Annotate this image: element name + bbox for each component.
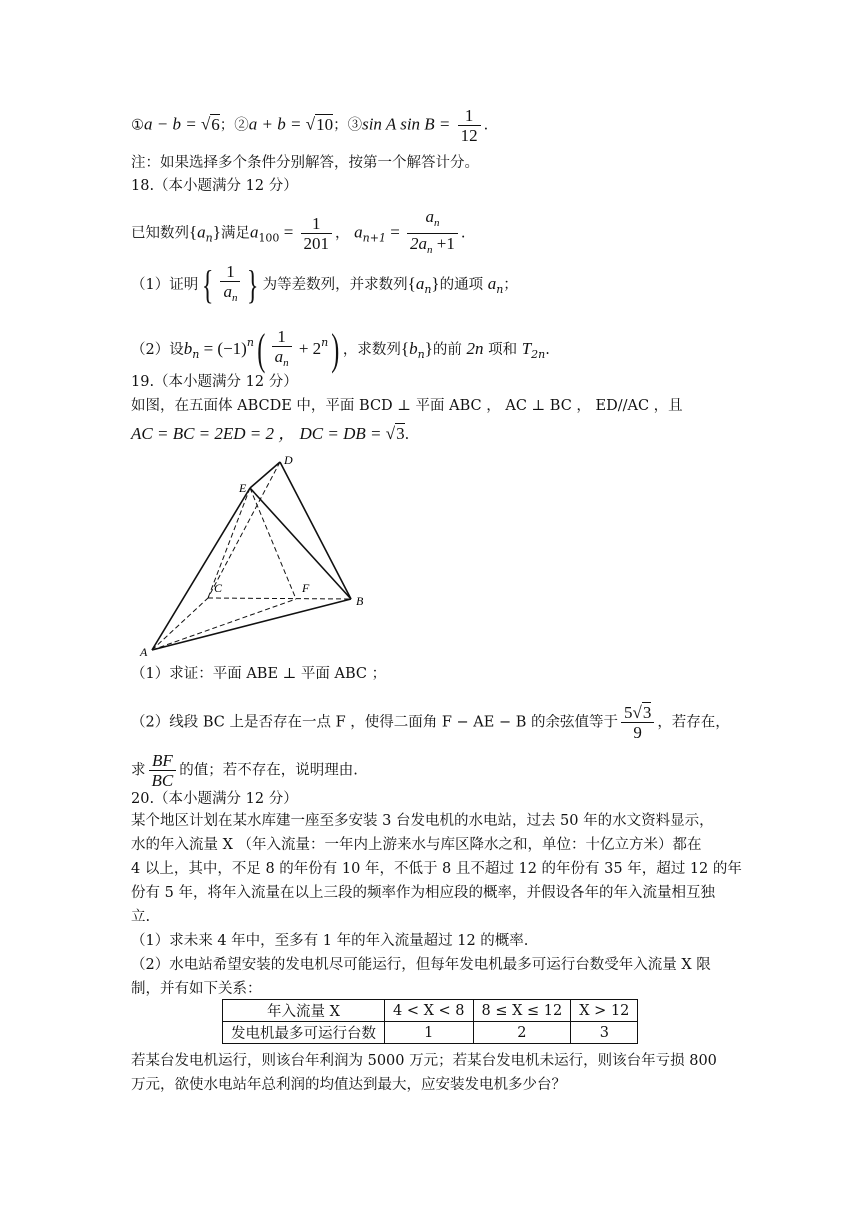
note: 注：如果选择多个条件分别解答，按第一个解答计分。 (131, 155, 479, 171)
label-B: B (356, 594, 364, 608)
q19-cosine-fraction: $\frac{5√3}{9}$ (621, 703, 654, 742)
label-D: D (284, 453, 293, 467)
label-F: F (302, 581, 310, 595)
condition-3-expr: sin A sin B = (362, 114, 455, 134)
q20-after-line: 万元，欲使水电站年总利润的均值达到最大，应安装发电机多少台？ (131, 1077, 566, 1093)
q20-stem-line: 水的年入流量 X （年入流量：一年内上游来水与库区降水之和，单位：十亿立方米）都在 (131, 837, 702, 853)
table-header-cell: 年入流量 X (223, 1000, 385, 1022)
edge-AF (152, 599, 296, 650)
q18-part1-fraction: $\frac{1}{a_n}$ (220, 262, 240, 308)
q18-part2: （2）设$b_n = (-1)^n$( $\frac{1}{a_n}$ + $2^n$) ，求数列$\{b_n\}$的前 2n 项和 $T_{2n}$. (131, 325, 550, 374)
q20-stem-line: 某个地区计划在某水库建一座至多安装 3 台发电机的水电站，过去 50 年的水文资料显示， (131, 813, 714, 829)
q20-part2-line1: （2）水电站希望安装的发电机尽可能运行，但每年发电机最多可运行台数受年入流量 X 限 (131, 957, 711, 973)
pentahedron-figure (132, 452, 372, 662)
q19-part2: （2）线段 BC 上是否存在一点 F ，使得二面角 F − AE − B 的余弦值等于 $\frac{5√3}{9}$ ，若存在， (131, 703, 730, 742)
q18-a100-fraction: $\frac{1}{201}$ (301, 214, 333, 253)
conditions-line: ①a − b = √6；②a + b = √10；③sin A sin B = $\frac{1}{12}$ . (131, 106, 489, 145)
q19-ratio-fraction: $\frac{BF}{BC}$ (149, 751, 177, 790)
q19-part2-line2: 求 $\frac{BF}{BC}$ 的值；若不存在，说明理由. (131, 751, 358, 790)
table-header-cell: X > 12 (571, 1000, 638, 1022)
q20-stem-line: 4 以上，其中，不足 8 的年份有 10 年，不低于 8 且不超过 12 的年份有 35 年，超过 12 的年 (131, 861, 742, 877)
label-E: E (239, 481, 247, 495)
q20-part2-line2: 制，并有如下关系： (131, 981, 262, 997)
condition-1-label: ① (131, 117, 144, 134)
edge-DB (280, 462, 351, 599)
table-row (223, 1022, 638, 1044)
table-cell: 2 (473, 1022, 571, 1044)
q18-part1: （1）证明{ $\frac{1}{a_n}$ } 为等差数列，并求数列$\{a_n\}$的通项 $a_n$； (131, 262, 518, 307)
condition-2-label: ② (234, 117, 249, 134)
q18-part2-fraction: $\frac{1}{a_n}$ (272, 327, 292, 373)
table-cell: 3 (571, 1022, 638, 1044)
table-header-row (223, 1000, 638, 1022)
q19-part1: （1）求证：平面 ABE ⊥ 平面 ABC ； (131, 666, 387, 682)
edge-CB (208, 598, 351, 599)
edge-EB (250, 488, 351, 599)
condition-2-expr: a + b = (248, 114, 306, 134)
edge-AB (152, 599, 351, 650)
condition-3-fraction: $\frac{1}{12}$ (458, 106, 481, 145)
q20-after-line: 若某台发电机运行，则该台年利润为 5000 万元；若某台发电机未运行，则该台年亏损 800 (131, 1053, 717, 1069)
table-cell: 发电机最多可运行台数 (223, 1022, 385, 1044)
q20-stem-line: 份有 5 年，将年入流量在以上三段的频率作为相应段的概率，并假设各年的年入流量相互独 (131, 885, 715, 901)
condition-1-expr: a − b = (144, 114, 201, 134)
table-cell: 1 (385, 1022, 474, 1044)
q20-header: 20.（本小题满分 12 分） (131, 791, 298, 807)
table-header-cell: 4 < X < 8 (385, 1000, 474, 1022)
label-C: C (214, 581, 223, 595)
q20-part1: （1）求未来 4 年中，至多有 1 年的年入流量超过 12 的概率. (131, 933, 529, 949)
q19-stem-line1: 如图，在五面体 ABCDE 中，平面 BCD ⊥ 平面 ABC ， AC ⊥ BC ， ED//AC ，且 (131, 398, 683, 414)
edge-ED (250, 462, 280, 488)
edge-AE (152, 488, 250, 650)
label-A: A (140, 645, 148, 659)
q20-stem-line: 立. (131, 909, 151, 925)
q19-header: 19.（本小题满分 12 分） (131, 374, 298, 390)
q18-recurrence-fraction: $\frac{a_n}{2a_n +1}$ (407, 207, 458, 260)
condition-2-root: 10 (316, 114, 334, 134)
condition-1-root: 6 (211, 114, 220, 134)
table-header-cell: 8 ≤ X ≤ 12 (473, 1000, 571, 1022)
condition-3-label: ③ (347, 117, 363, 134)
q18-header: 18.（本小题满分 12 分） (131, 178, 298, 194)
inflow-table (222, 999, 638, 1044)
q19-stem-line2: AC = BC = 2ED = 2 ， DC = DB = √3. (131, 424, 410, 443)
edge-EF (250, 488, 296, 599)
q18-stem: 已知数列$\{a_n\}$满足$a_{100}$ = $\frac{1}{201}$ ， $a_{n+1}$ = $\frac{a_n}{2a_n +1}$ . (131, 207, 466, 260)
